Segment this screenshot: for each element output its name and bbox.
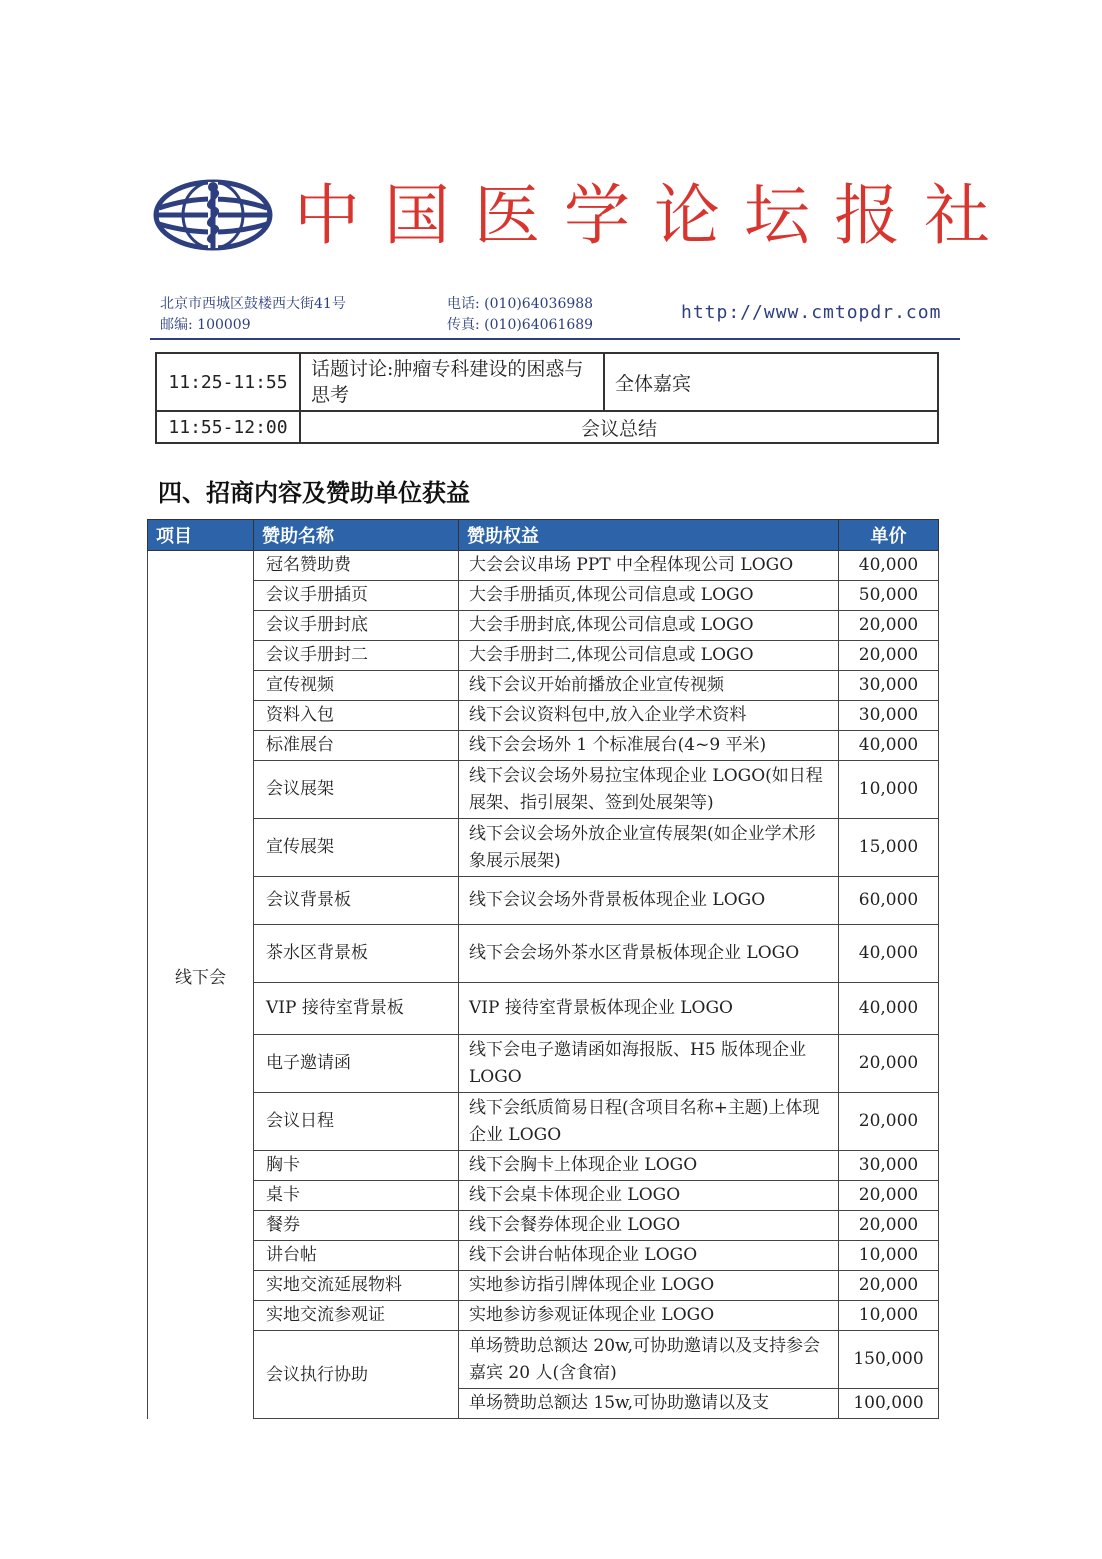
sponsor-benefit: 线下会讲台帖体现企业 LOGO (459, 1241, 839, 1271)
sponsor-benefit: 实地参访指引牌体现企业 LOGO (459, 1271, 839, 1301)
category-cell (148, 551, 254, 1419)
table-row (148, 1331, 939, 1389)
sponsor-benefit: 线下会议会场外背景板体现企业 LOGO (459, 877, 839, 925)
table-row (148, 1211, 939, 1241)
sponsor-benefit: 大会会议串场 PPT 中全程体现公司 LOGO (459, 551, 839, 581)
sponsor-benefit: 实地参访参观证体现企业 LOGO (459, 1301, 839, 1331)
sponsor-price: 50,000 (839, 581, 939, 611)
website-link[interactable]: http://www.cmtopdr.com (681, 302, 942, 323)
sponsor-benefit: 线下会餐券体现企业 LOGO (459, 1211, 839, 1241)
sponsor-price: 40,000 (839, 731, 939, 761)
postcode: 邮编: 100009 (160, 317, 251, 333)
sponsor-benefit: 线下会桌卡体现企业 LOGO (459, 1181, 839, 1211)
category-label: 线下会 (175, 968, 226, 989)
schedule-row (156, 411, 938, 443)
sponsor-benefit: 线下会议资料包中,放入企业学术资料 (459, 701, 839, 731)
sponsor-name: 会议背景板 (254, 877, 459, 925)
sponsor-name: 宣传视频 (254, 671, 459, 701)
table-row (148, 671, 939, 701)
table-row (148, 983, 939, 1035)
schedule-table (155, 352, 939, 444)
globe-caduceus-logo (153, 178, 273, 252)
sponsor-price: 20,000 (839, 641, 939, 671)
table-row (148, 641, 939, 671)
sponsor-name: 会议展架 (254, 761, 459, 819)
sponsor-name: 讲台帖 (254, 1241, 459, 1271)
fax: 传真: (010)64061689 (447, 317, 594, 333)
header-name: 赞助名称 (254, 520, 459, 551)
sponsor-name: 冠名赞助费 (254, 551, 459, 581)
table-row (148, 819, 939, 877)
table-row (148, 611, 939, 641)
table-row (148, 1181, 939, 1211)
sponsor-price: 20,000 (839, 611, 939, 641)
sponsor-benefit: 大会手册插页,体现公司信息或 LOGO (459, 581, 839, 611)
sponsor-benefit: 大会手册封二,体现公司信息或 LOGO (459, 641, 839, 671)
table-header-row (148, 520, 939, 551)
sponsor-name: VIP 接待室背景板 (254, 983, 459, 1035)
table-row (148, 1301, 939, 1331)
sponsor-price: 10,000 (839, 1301, 939, 1331)
sponsor-price: 60,000 (839, 877, 939, 925)
sponsor-name: 会议手册封底 (254, 611, 459, 641)
sponsor-price: 40,000 (839, 983, 939, 1035)
sponsor-benefit: 线下会电子邀请函如海报版、H5 版体现企业 LOGO (459, 1035, 839, 1093)
header-divider (150, 338, 960, 340)
schedule-time: 11:25-11:55 (156, 353, 300, 411)
sponsor-name: 实地交流延展物料 (254, 1271, 459, 1301)
address: 北京市西城区鼓楼西大街41号 (160, 296, 346, 312)
header-category: 项目 (148, 520, 254, 551)
sponsor-price: 150,000 (839, 1331, 939, 1389)
sponsor-benefit: 线下会纸质简易日程(含项目名称+主题)上体现企业 LOGO (459, 1093, 839, 1151)
sponsor-benefit: 大会手册封底,体现公司信息或 LOGO (459, 611, 839, 641)
sponsor-name: 会议手册插页 (254, 581, 459, 611)
sponsor-name: 资料入包 (254, 701, 459, 731)
sponsor-name: 标准展台 (254, 731, 459, 761)
sponsorship-table (147, 519, 939, 1419)
sponsor-name: 实地交流参观证 (254, 1301, 459, 1331)
sponsor-benefit: VIP 接待室背景板体现企业 LOGO (459, 983, 839, 1035)
header-price: 单价 (839, 520, 939, 551)
sponsor-price: 40,000 (839, 925, 939, 983)
table-row (148, 1241, 939, 1271)
schedule-speaker: 全体嘉宾 (604, 353, 938, 411)
table-row (148, 551, 939, 581)
sponsor-price: 30,000 (839, 1151, 939, 1181)
sponsor-name: 会议日程 (254, 1093, 459, 1151)
table-row (148, 1035, 939, 1093)
sponsor-name: 餐券 (254, 1211, 459, 1241)
sponsor-name: 电子邀请函 (254, 1035, 459, 1093)
sponsor-name: 宣传展架 (254, 819, 459, 877)
schedule-summary: 会议总结 (300, 411, 938, 443)
table-row (148, 761, 939, 819)
section-heading: 四、招商内容及赞助单位获益 (158, 479, 470, 507)
header-benefit: 赞助权益 (459, 520, 839, 551)
sponsor-name: 茶水区背景板 (254, 925, 459, 983)
sponsor-price: 20,000 (839, 1181, 939, 1211)
sponsor-price: 20,000 (839, 1211, 939, 1241)
sponsor-price: 100,000 (839, 1389, 939, 1419)
schedule-topic: 话题讨论:肿瘤专科建设的困惑与思考 (300, 353, 604, 411)
phone: 电话: (010)64036988 (447, 296, 594, 312)
table-row (148, 731, 939, 761)
sponsor-name: 桌卡 (254, 1181, 459, 1211)
schedule-row (156, 353, 938, 411)
sponsor-price: 30,000 (839, 671, 939, 701)
table-row (148, 1093, 939, 1151)
sponsor-price: 30,000 (839, 701, 939, 731)
sponsor-benefit: 线下会会场外 1 个标准展台(4~9 平米) (459, 731, 839, 761)
sponsor-price: 20,000 (839, 1271, 939, 1301)
sponsor-benefit: 线下会议会场外易拉宝体现企业 LOGO(如日程展架、指引展架、签到处展架等) (459, 761, 839, 819)
sponsor-price: 20,000 (839, 1035, 939, 1093)
sponsor-price: 40,000 (839, 551, 939, 581)
sponsor-benefit: 单场赞助总额达 15w,可协助邀请以及支 (459, 1389, 839, 1419)
sponsor-price: 20,000 (839, 1093, 939, 1151)
sponsor-benefit: 单场赞助总额达 20w,可协助邀请以及支持参会嘉宾 20 人(含食宿) (459, 1331, 839, 1389)
table-row (148, 1151, 939, 1181)
sponsor-benefit: 线下会议开始前播放企业宣传视频 (459, 671, 839, 701)
org-name: 中国医学论坛报社 (294, 177, 1014, 254)
table-row (148, 925, 939, 983)
table-row (148, 1271, 939, 1301)
sponsor-price: 15,000 (839, 819, 939, 877)
sponsor-benefit: 线下会会场外茶水区背景板体现企业 LOGO (459, 925, 839, 983)
schedule-time: 11:55-12:00 (156, 411, 300, 443)
sponsor-price: 10,000 (839, 761, 939, 819)
table-row (148, 701, 939, 731)
sponsor-name: 会议执行协助 (254, 1331, 459, 1419)
sponsor-price: 10,000 (839, 1241, 939, 1271)
table-row (148, 581, 939, 611)
sponsor-name: 会议手册封二 (254, 641, 459, 671)
sponsor-benefit: 线下会议会场外放企业宣传展架(如企业学术形象展示展架) (459, 819, 839, 877)
sponsor-benefit: 线下会胸卡上体现企业 LOGO (459, 1151, 839, 1181)
sponsor-name: 胸卡 (254, 1151, 459, 1181)
table-row (148, 877, 939, 925)
